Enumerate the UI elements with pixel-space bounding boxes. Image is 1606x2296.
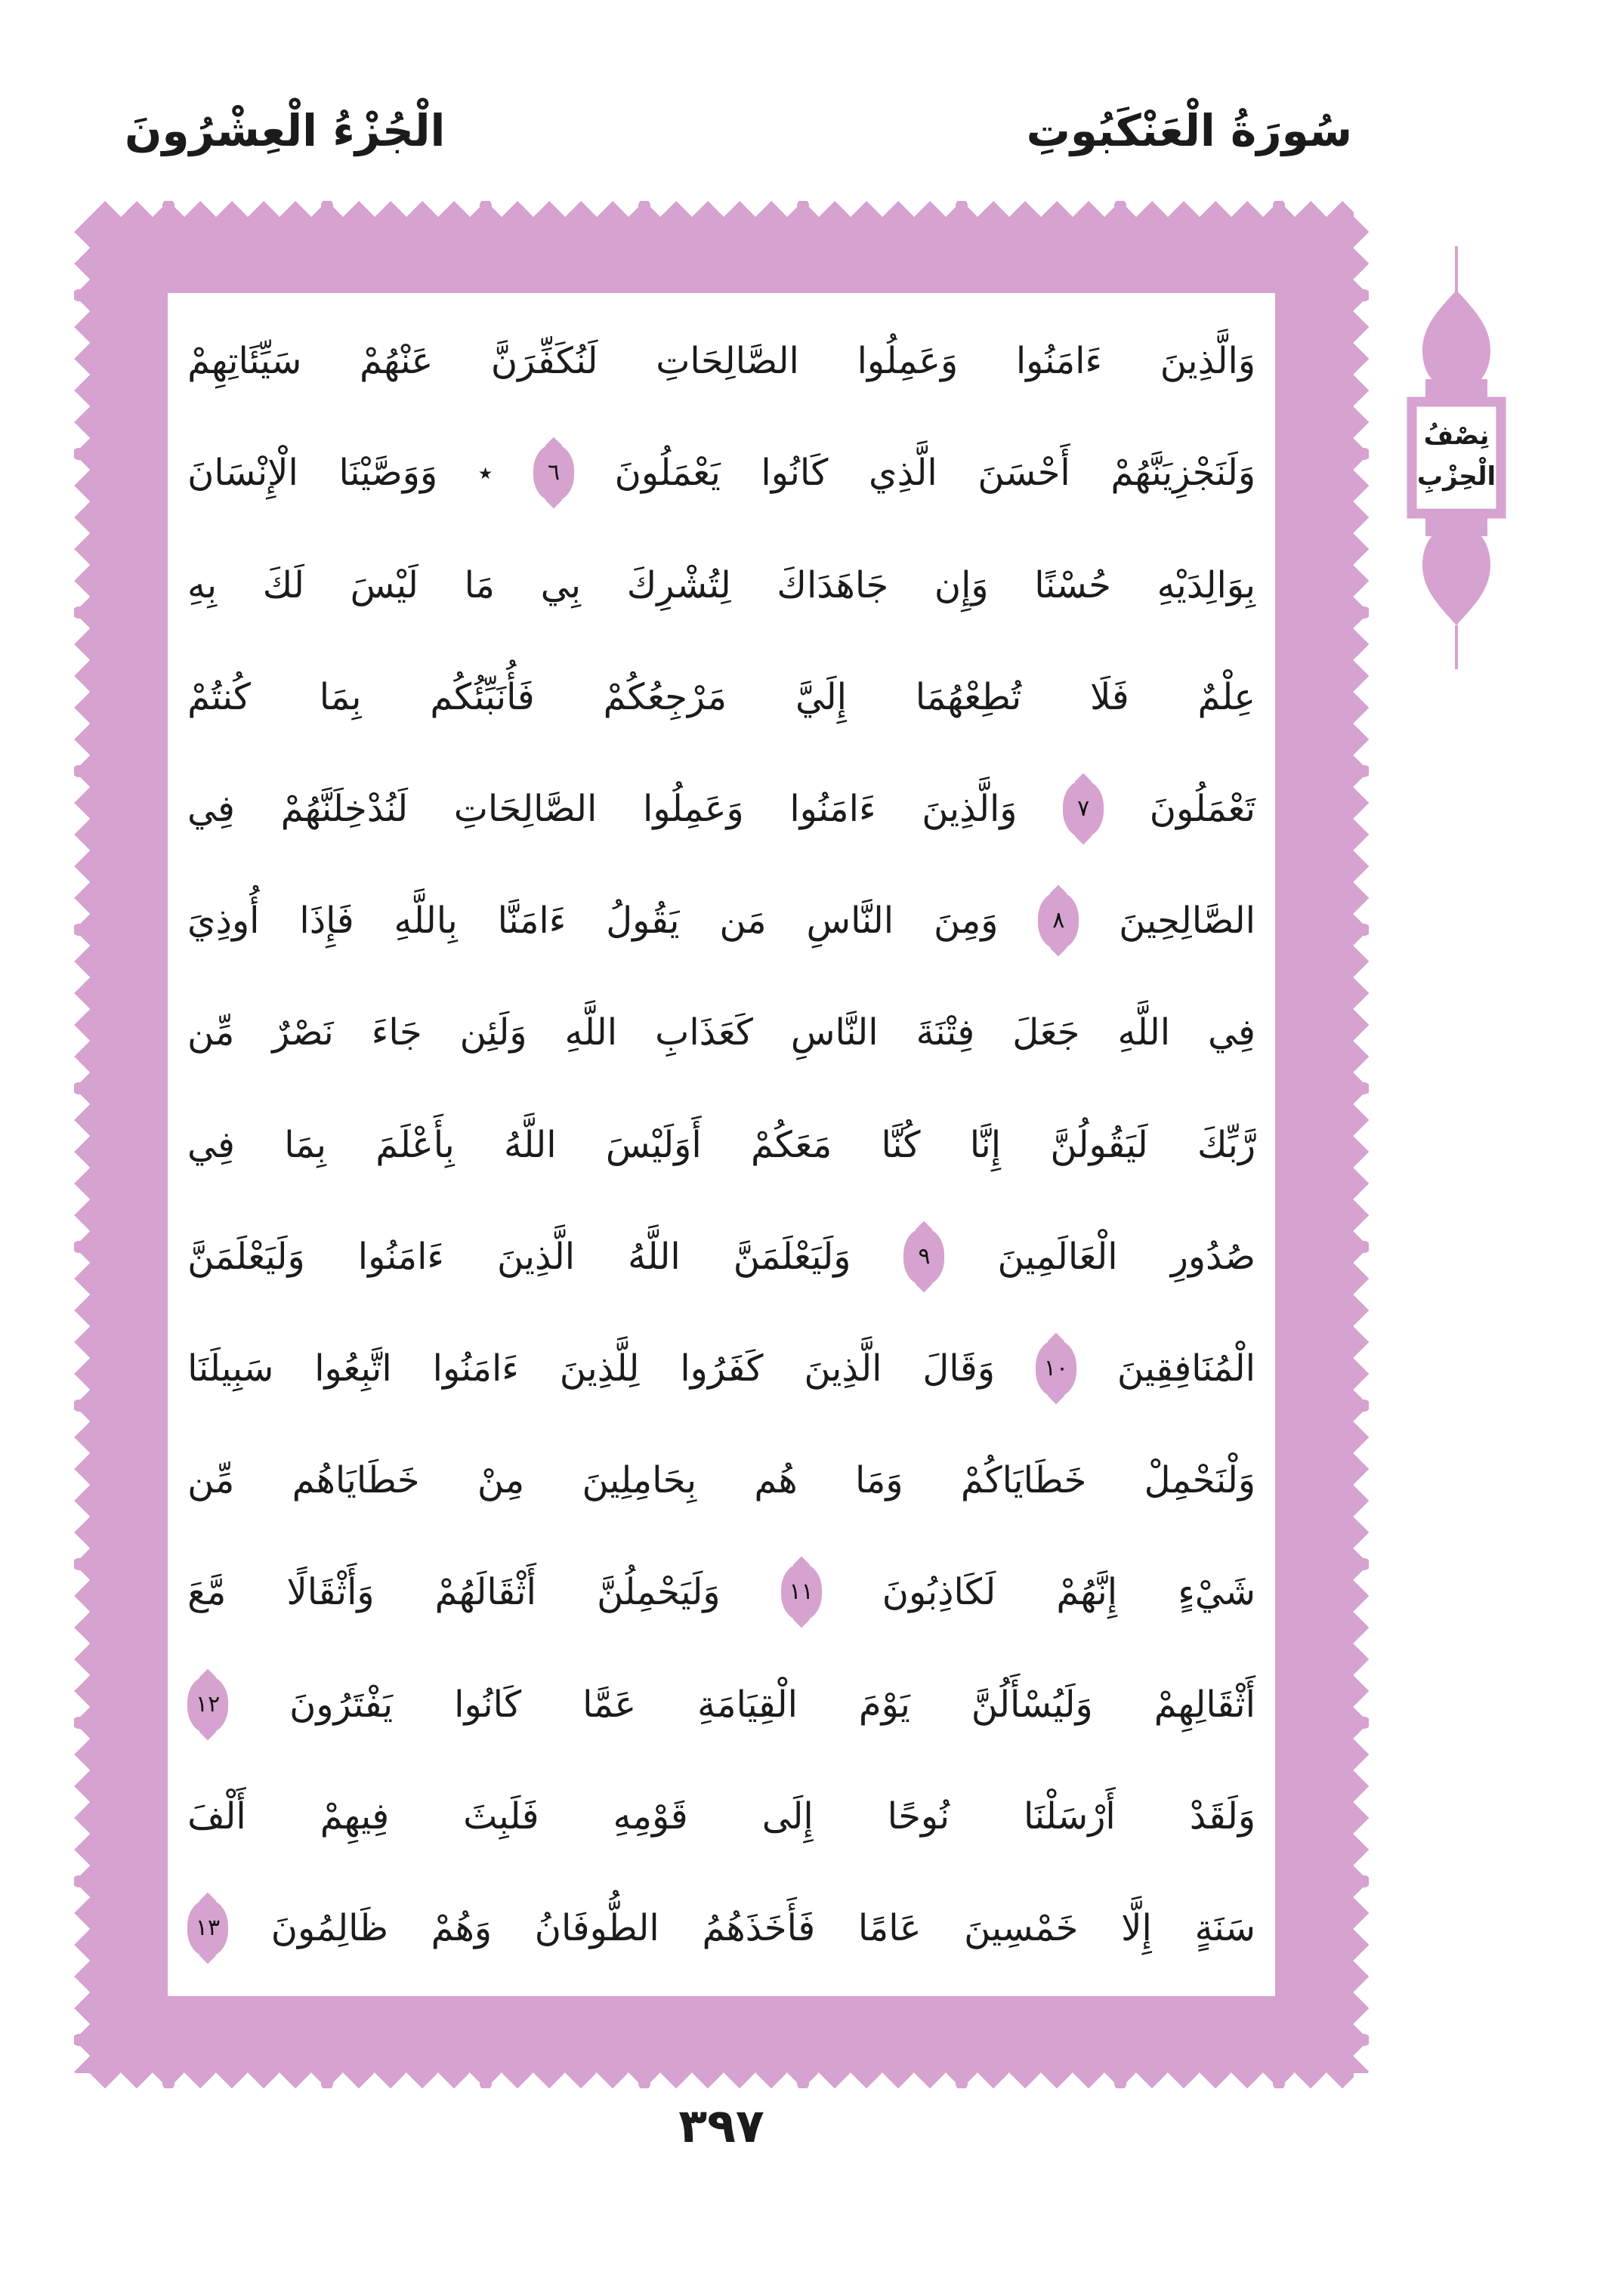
quran-word: مِّن — [187, 1459, 235, 1502]
quran-word: وَأَثْقَالًا — [286, 1571, 375, 1614]
quran-line — [187, 977, 1255, 1088]
rub-el-hizb-star-icon: ٭ — [477, 457, 493, 489]
surah-title: سُورَةُ الْعَنْكَبُوتِ — [1026, 105, 1352, 156]
quran-word: يَفْتَرُونَ — [289, 1683, 394, 1726]
quran-word: وَلَيَعْلَمَنَّ — [187, 1235, 305, 1278]
quran-word: فِتْنَةَ — [916, 1011, 975, 1054]
quran-word: لَيْسَ — [350, 563, 418, 606]
medallion-dome-bottom-base — [1425, 512, 1487, 536]
quran-word: مَّعَ — [187, 1571, 227, 1614]
quran-word: بِمَا — [319, 675, 362, 718]
verse-number: ١٢ — [195, 1690, 221, 1717]
verse-number-badge — [1038, 892, 1079, 949]
quran-word: خَمْسِينَ — [964, 1906, 1079, 1949]
quran-word: وَقَالَ — [922, 1347, 996, 1390]
quran-word: الطُّوفَانُ — [534, 1906, 659, 1949]
quran-word: بِهِ — [187, 563, 218, 606]
quran-word: وَمِنَ — [934, 900, 999, 943]
quran-word: وَالَّذِينَ — [922, 787, 1018, 830]
quran-word: إِلَّا — [1121, 1906, 1152, 1949]
quran-word: عَنْهُمْ — [360, 340, 434, 383]
quran-word: مِنْ — [477, 1459, 525, 1502]
hizb-label-line1: نِصْفُ — [1423, 421, 1490, 451]
quran-word: تَعْمَلُونَ — [1149, 787, 1255, 830]
quran-word: مَا — [464, 563, 495, 606]
frame-zigzag-edge-top — [89, 201, 1354, 218]
quran-word: الَّذِينَ — [804, 1347, 882, 1390]
quran-word: وَالَّذِينَ — [1160, 340, 1255, 383]
decorative-border-frame — [91, 218, 1352, 2072]
quran-word: سَيِّئَاتِهِمْ — [187, 340, 302, 383]
quran-word: وَلْنَحْمِلْ — [1144, 1459, 1255, 1502]
quran-word: جَاهَدَاكَ — [777, 563, 889, 606]
verse-number-badge — [533, 444, 574, 501]
verse-number: ١٣ — [195, 1914, 221, 1941]
quran-word: بِحَامِلِينَ — [582, 1459, 697, 1502]
quran-line — [187, 753, 1255, 865]
quran-word: لِلَّذِينَ — [559, 1347, 640, 1390]
quran-word: كُنَّا — [881, 1123, 921, 1166]
quran-line — [187, 1761, 1255, 1872]
quran-word: ظَالِمُونَ — [270, 1906, 388, 1949]
quran-word: فِي — [1208, 1011, 1255, 1054]
quran-word: أَثْقَالِهِمْ — [1154, 1683, 1255, 1726]
quran-word: ءَامَنَّا — [497, 900, 567, 943]
quran-line — [187, 1536, 1255, 1648]
quran-word: الَّذِي — [869, 452, 937, 495]
quran-word: يَعْمَلُونَ — [614, 452, 721, 495]
quran-word: وَلَيَحْمِلُنَّ — [597, 1571, 721, 1614]
quran-word: خَطَايَاكُمْ — [960, 1459, 1087, 1502]
quran-line — [187, 1088, 1255, 1200]
text-panel — [168, 293, 1275, 1996]
quran-word: نُوحًا — [887, 1795, 950, 1838]
quran-word: وَهُمْ — [431, 1906, 493, 1949]
quran-word: لَنُدْخِلَنَّهُمْ — [280, 787, 409, 830]
quran-word: اللَّهِ — [1117, 1011, 1171, 1054]
quran-word: ءَامَنُوا — [357, 1235, 444, 1278]
quran-word: فَأَخَذَهُمُ — [702, 1906, 816, 1949]
quran-word: اللَّهِ — [564, 1011, 618, 1054]
quran-word: فَأُنَبِّئُكُم — [430, 675, 535, 718]
verse-number: ٨ — [1052, 907, 1065, 934]
quran-word: الَّذِينَ — [497, 1235, 576, 1278]
quran-word: أُوذِيَ — [187, 900, 260, 943]
quran-word: قَوْمِهِ — [613, 1795, 688, 1838]
quran-word: اتَّبِعُوا — [314, 1347, 392, 1390]
quran-word: وَإِن — [934, 563, 989, 606]
quran-word: لَنُكَفِّرَنَّ — [490, 340, 598, 383]
verse-number-badge — [187, 1899, 228, 1957]
quran-word: وَلَقَدْ — [1189, 1795, 1255, 1838]
frame-zigzag-edge-bottom — [89, 2071, 1354, 2088]
quran-line — [187, 641, 1255, 753]
quran-word: بِاللَّهِ — [394, 900, 458, 943]
quran-word: الصَّالِحِينَ — [1119, 900, 1255, 943]
quran-line — [187, 305, 1255, 417]
quran-word: حُسْنًا — [1034, 563, 1111, 606]
quran-word: خَطَايَاهُم — [292, 1459, 420, 1502]
quran-word: الْإِنْسَانَ — [187, 452, 298, 495]
quran-word: وَلَئِن — [459, 1011, 527, 1054]
verse-number: ١٠ — [1043, 1354, 1069, 1381]
quran-word: الْعَالَمِينَ — [997, 1235, 1118, 1278]
quran-word: النَّاسِ — [806, 900, 894, 943]
quran-word: مَرْجِعُكُمْ — [603, 675, 727, 718]
quran-word: إِلَى — [761, 1795, 814, 1838]
page-number: ٣٩٧ — [678, 2098, 764, 2153]
quran-word: عَامًا — [857, 1906, 922, 1949]
quran-word: بِمَا — [284, 1123, 326, 1166]
quran-line — [187, 1648, 1255, 1760]
verse-number: ٧ — [1077, 795, 1090, 822]
quran-word: فَإِذَا — [299, 900, 354, 943]
medallion-dome-top-icon — [1422, 290, 1490, 388]
quran-word: فَلَبِثَ — [463, 1795, 539, 1838]
quran-word: فِي — [187, 1123, 235, 1166]
quran-line — [187, 1201, 1255, 1313]
quran-word: رَّبِّكَ — [1197, 1123, 1255, 1166]
quran-word: جَاءَ — [371, 1011, 422, 1054]
verse-number-badge — [187, 1676, 228, 1733]
quran-word: عَمَّا — [582, 1683, 637, 1726]
quran-word: نَصْرٌ — [272, 1011, 334, 1054]
quran-line — [187, 1424, 1255, 1536]
quran-word: فِي — [187, 787, 235, 830]
quran-word: لِتُشْرِكَ — [626, 563, 731, 606]
quran-word: بِأَعْلَمَ — [375, 1123, 455, 1166]
quran-word: كَانُوا — [454, 1683, 522, 1726]
frame-zigzag-edge-left — [74, 216, 91, 2073]
hizb-label-line2: الْحِزْبِ — [1416, 461, 1496, 492]
quran-word: ءَامَنُوا — [789, 787, 876, 830]
quran-word: الصَّالِحَاتِ — [656, 340, 799, 383]
quran-word: الصَّالِحَاتِ — [453, 787, 598, 830]
verse-number-badge — [903, 1228, 944, 1285]
verse-number: ٩ — [918, 1242, 931, 1270]
quran-word: وَلَيُسْأَلُنَّ — [971, 1683, 1093, 1726]
quran-word: مَعَكُمْ — [750, 1123, 832, 1166]
quran-word: وَلَيَعْلَمَنَّ — [733, 1235, 851, 1278]
medallion-label-frame — [1412, 402, 1501, 514]
quran-word: أَوَلَيْسَ — [605, 1123, 702, 1166]
quran-word: لَيَقُولُنَّ — [1050, 1123, 1148, 1166]
quran-word: بِي — [540, 563, 582, 606]
quran-word: كَانُوا — [761, 452, 829, 495]
verse-number-badge — [1063, 780, 1104, 838]
quran-line — [187, 865, 1255, 977]
quran-word: أَثْقَالَهُمْ — [434, 1571, 536, 1614]
quran-word: مَن — [719, 900, 767, 943]
verse-number-badge — [1036, 1340, 1076, 1397]
quran-word: وَعَمِلُوا — [643, 787, 744, 830]
quran-word: وَوَصَّيْنَا — [338, 452, 438, 495]
quran-line — [187, 1872, 1255, 1984]
quran-word: صُدُورِ — [1170, 1235, 1255, 1278]
verse-number: ٦ — [547, 459, 561, 486]
quran-word: اللَّهُ — [504, 1123, 557, 1166]
quran-line — [187, 1313, 1255, 1424]
quran-word: إِنَّا — [969, 1123, 1002, 1166]
quran-word: فَلَا — [1090, 675, 1129, 718]
quran-word: أَرْسَلْنَا — [1024, 1795, 1116, 1838]
medallion-dome-bottom-icon — [1422, 527, 1490, 625]
quran-word: ءَامَنُوا — [1015, 340, 1103, 383]
quran-text-block — [187, 305, 1255, 1984]
quran-word: ءَامَنُوا — [432, 1347, 519, 1390]
frame-zigzag-edge-right — [1351, 216, 1369, 2073]
quran-line — [187, 529, 1255, 640]
quran-word: يَوْمَ — [858, 1683, 910, 1726]
quran-word: كَفَرُوا — [680, 1347, 764, 1390]
quran-line — [187, 417, 1255, 529]
verse-number-badge — [781, 1563, 822, 1621]
quran-word: سَبِيلَنَا — [187, 1347, 274, 1390]
verse-number: ١١ — [789, 1578, 814, 1606]
quran-word: جَعَلَ — [1012, 1011, 1080, 1054]
quran-word: كَعَذَابِ — [655, 1011, 753, 1054]
quran-word: لَكَاذِبُونَ — [882, 1571, 996, 1614]
quran-word: فِيهِمْ — [320, 1795, 390, 1838]
quran-word: كُنتُمْ — [187, 675, 251, 718]
quran-word: الْقِيَامَةِ — [697, 1683, 798, 1726]
quran-word: وَلَنَجْزِيَنَّهُمْ — [1110, 452, 1255, 495]
quran-word: عِلْمٌ — [1197, 675, 1255, 718]
quran-word: إِلَيَّ — [795, 675, 847, 718]
quran-word: سَنَةٍ — [1194, 1906, 1255, 1949]
quran-word: إِنَّهُمْ — [1056, 1571, 1118, 1614]
quran-word: تُطِعْهُمَا — [915, 675, 1022, 718]
quran-word: شَيْءٍ — [1178, 1571, 1255, 1614]
quran-word: يَقُولُ — [606, 900, 680, 943]
quran-word: بِوَالِدَيْهِ — [1157, 563, 1255, 606]
quran-word: لَكَ — [262, 563, 304, 606]
quran-word: الْمُنَافِقِينَ — [1116, 1347, 1255, 1390]
hizb-medallion — [1392, 246, 1521, 669]
juz-title: الْجُزْءُ الْعِشْرُونَ — [125, 105, 446, 156]
quran-word: أَلْفَ — [187, 1795, 246, 1838]
quran-word: وَعَمِلُوا — [857, 340, 959, 383]
quran-word: النَّاسِ — [790, 1011, 879, 1054]
quran-word: وَمَا — [855, 1459, 903, 1502]
quran-word: هُم — [754, 1459, 798, 1502]
quran-word: مِّن — [187, 1011, 235, 1054]
quran-word: أَحْسَنَ — [977, 452, 1070, 495]
quran-word: اللَّهُ — [628, 1235, 681, 1278]
